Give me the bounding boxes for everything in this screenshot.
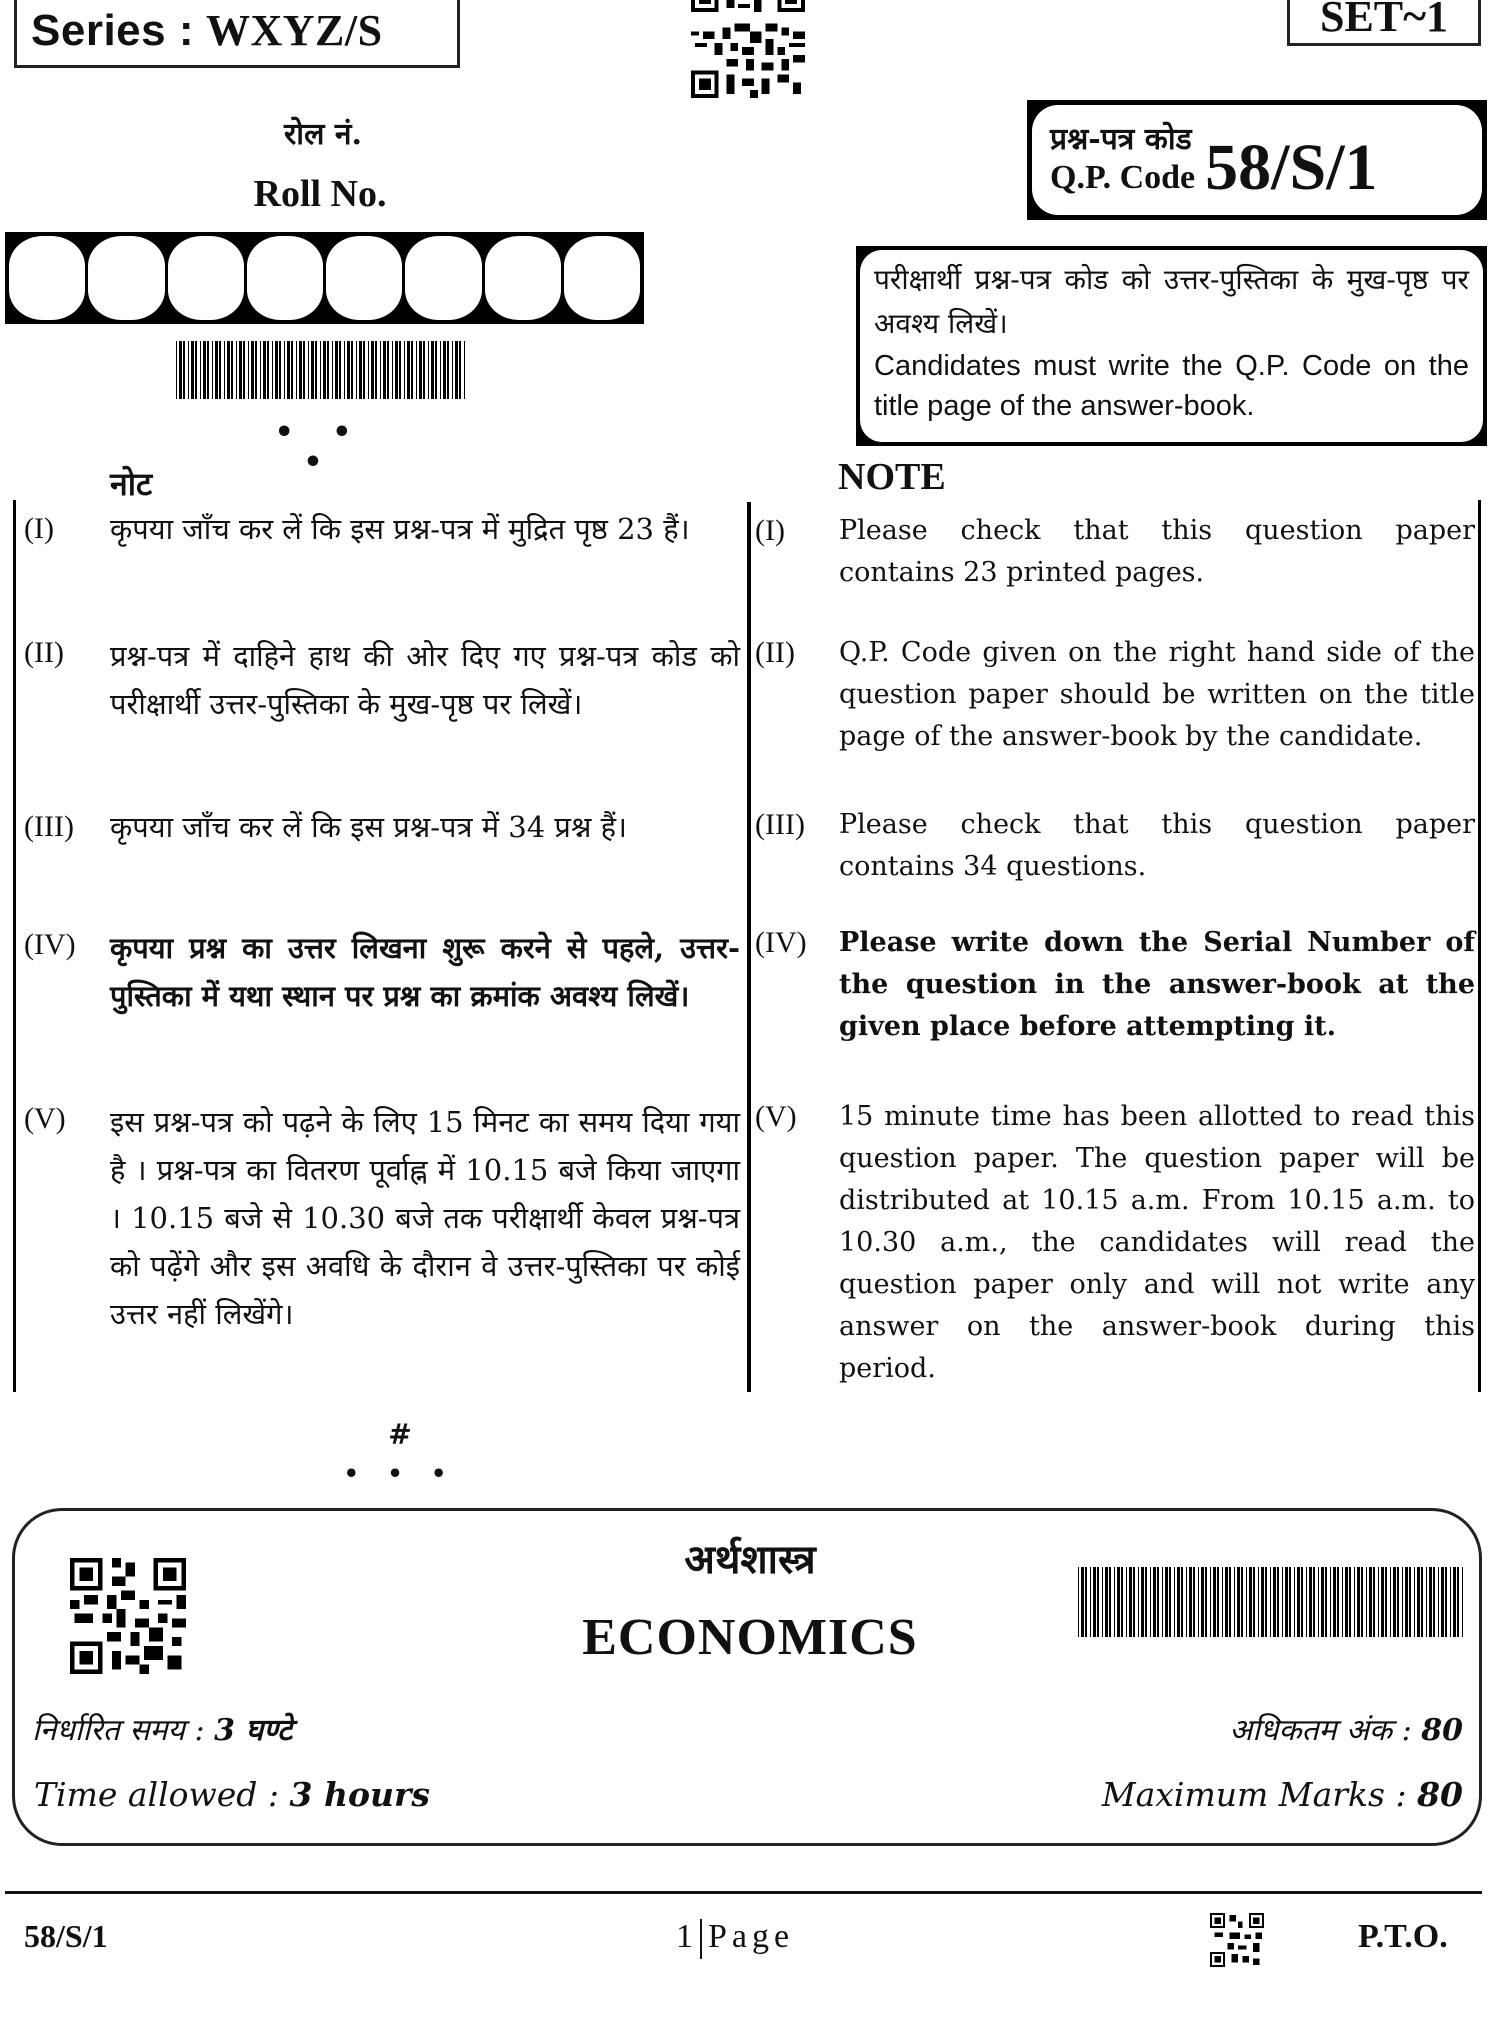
note-item-english-2: [755, 632, 1475, 758]
page-separator: [700, 1919, 702, 1959]
note-item-hindi-5: [24, 1098, 740, 1338]
please-turn-over: P.T.O.: [1358, 1918, 1448, 1955]
page-label: Page: [708, 1918, 795, 1955]
footer-qp-code: 58/S/1: [24, 1918, 108, 1954]
note-text: Q.P. Code given on the right hand side of the question paper should be written on the title page of the answer-book by the candidate.: [839, 637, 1475, 752]
series-label: Series :: [31, 5, 194, 55]
qr-code-icon: [690, 0, 806, 98]
roll-no-digit-box[interactable]: [326, 236, 402, 320]
note-text: Please check that this question paper contains 34 questions.: [839, 809, 1475, 882]
qp-code-value: 58/S/1: [1205, 131, 1378, 204]
maximum-marks: [1102, 1775, 1463, 1814]
decorative-dots: • • •: [274, 415, 366, 480]
series-label-box: [14, 0, 460, 68]
time-allowed-value: 3 hours: [289, 1775, 430, 1814]
roll-no-digit-box[interactable]: [485, 236, 561, 320]
barcode-icon: [1078, 1567, 1468, 1637]
note-number: (I): [24, 512, 54, 545]
note-text: कृपया प्रश्न का उत्तर लिखना शुरू करने से पहले, उत्तर-पुस्तिका में यथा स्थान पर प्रश्न का क्रमांक अवश्य लिखें।: [110, 931, 740, 1013]
series-code: WXYZ/S: [205, 6, 383, 55]
qr-code-icon: [1210, 1912, 1264, 1968]
note-text: कृपया जाँच कर लें कि इस प्रश्न-पत्र में 34 प्रश्न हैं।: [110, 810, 628, 844]
note-text: कृपया जाँच कर लें कि इस प्रश्न-पत्र में मुद्रित पृष्ठ 23 हैं।: [110, 512, 690, 546]
page-number: 1: [676, 1918, 698, 1955]
set-label: SET~1: [1287, 0, 1481, 46]
note-item-english-3: [755, 804, 1475, 888]
note-text: इस प्रश्न-पत्र को पढ़ने के लिए 15 मिनट का समय दिया गया है । प्रश्न-पत्र का वितरण पूर्वाह्न में 10.15 बजे किया जाएगा । 10.15 बजे से 10.30 बजे तक परीक्षार्थी केवल प्रश्न-पत्र को पढ़ेंगे और इस अवधि के दौरान वे उत्तर-पुस्तिका पर कोई उत्तर नहीं लिखेंगे।: [110, 1105, 740, 1331]
note-number: (III): [24, 810, 74, 843]
roll-no-label: Roll No.: [253, 173, 387, 215]
subject-title-hindi: अर्थशास्त्र: [684, 1536, 816, 1583]
maximum-marks-label: Maximum Marks :: [1101, 1775, 1418, 1814]
decorative-dots: • • •: [343, 1459, 457, 1488]
note-item-hindi-3: [24, 806, 740, 848]
barcode-icon: [176, 341, 471, 399]
note-text: 15 minute time has been allotted to read this question paper. The question paper will be distributed at 10.15 a.m. From 10.15 a.m. to 10.30 a.m., the candidates will read the question paper only and will not write any answer on the answer-book during this period.: [839, 1101, 1475, 1384]
qr-code-icon: [70, 1558, 186, 1674]
instruction-hindi: परीक्षार्थी प्रश्न-पत्र कोड को उत्तर-पुस्तिका के मुख-पृष्ठ पर अवश्य लिखें।: [874, 263, 1469, 340]
note-item-hindi-2: [24, 632, 740, 728]
note-item-english-4: [755, 922, 1475, 1048]
qp-code-label: Q.P. Code: [1050, 158, 1196, 196]
note-number: (III): [755, 808, 805, 841]
note-number: (IV): [24, 928, 76, 961]
right-column-rule: [1478, 500, 1481, 1392]
note-number: (II): [755, 636, 795, 669]
note-item-english-5: [755, 1096, 1475, 1390]
roll-no-digit-box[interactable]: [168, 236, 244, 320]
note-number: (II): [24, 636, 64, 669]
page-indicator: [676, 1918, 794, 1959]
roll-no-digit-box[interactable]: [247, 236, 323, 320]
time-allowed: [34, 1775, 430, 1814]
roll-no-input-boxes: [5, 232, 644, 324]
qp-code-box: [1027, 100, 1487, 220]
subject-title: ECONOMICS: [582, 1609, 918, 1666]
note-title-hindi: नोट: [110, 465, 153, 503]
roll-no-digit-box[interactable]: [9, 236, 85, 320]
qp-code-label-hindi: प्रश्न-पत्र कोड: [1050, 122, 1192, 158]
note-number: (V): [755, 1100, 797, 1133]
roll-no-label-hindi: रोल नं.: [284, 117, 362, 152]
qp-code-instruction-box: [856, 246, 1487, 446]
hash-mark: #: [388, 1418, 412, 1451]
center-column-rule: [747, 502, 751, 1392]
maximum-marks-value: 80: [1417, 1775, 1463, 1814]
roll-no-digit-box[interactable]: [405, 236, 481, 320]
note-number: (I): [755, 514, 785, 547]
note-text: प्रश्न-पत्र में दाहिने हाथ की ओर दिए गए प्रश्न-पत्र कोड को परीक्षार्थी उत्तर-पुस्तिका के मुख-पृष्ठ पर लिखें।: [110, 639, 740, 721]
maximum-marks-label-hindi: अधिकतम अंक :: [1229, 1713, 1422, 1748]
note-number: (V): [24, 1102, 66, 1135]
note-item-hindi-4: [24, 924, 740, 1020]
note-item-english-1: [755, 510, 1475, 594]
time-allowed-label: Time allowed :: [34, 1775, 290, 1814]
note-item-hindi-1: [24, 508, 740, 550]
left-column-rule: [13, 500, 16, 1392]
note-title: NOTE: [838, 456, 946, 498]
maximum-marks-value-hindi: 80: [1421, 1713, 1463, 1748]
roll-no-digit-box[interactable]: [564, 236, 640, 320]
note-text: Please check that this question paper contains 23 printed pages.: [839, 515, 1475, 588]
time-allowed-hindi: [32, 1708, 292, 1749]
note-number: (IV): [755, 926, 807, 959]
instruction-english: Candidates must write the Q.P. Code on the title page of the answer-book.: [874, 350, 1469, 422]
maximum-marks-hindi: [1229, 1708, 1463, 1749]
roll-no-digit-box[interactable]: [88, 236, 164, 320]
note-text: Please write down the Serial Number of the question in the answer-book at the given place before attempting it.: [839, 927, 1475, 1042]
time-allowed-value-hindi: 3 घण्टे: [214, 1713, 293, 1748]
footer-divider: [5, 1891, 1482, 1894]
time-allowed-label-hindi: निर्धारित समय :: [32, 1713, 215, 1748]
